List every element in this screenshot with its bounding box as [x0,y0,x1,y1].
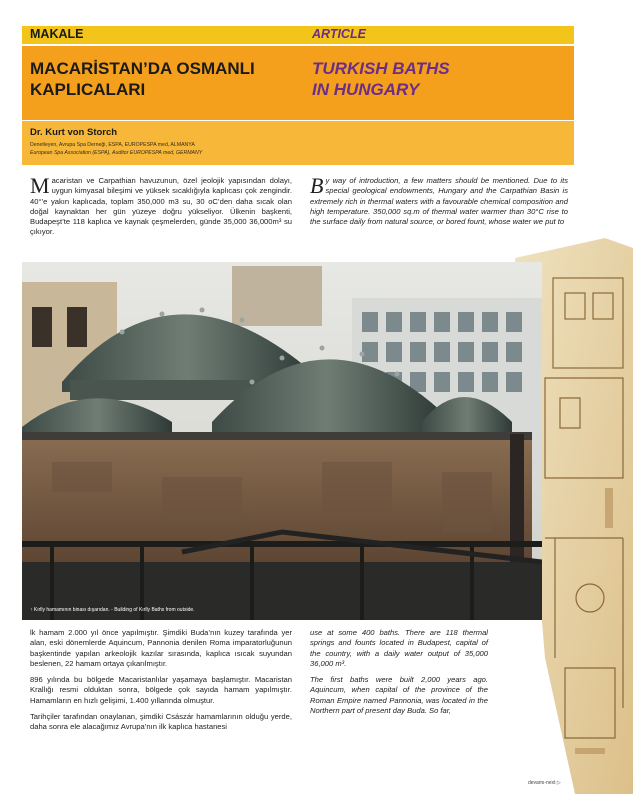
section-bar [22,26,574,44]
intro-column-tr [30,173,292,238]
body-en-paragraph: The first baths were built 2,000 years ago. Aquincum, when capital of the province of the Roman Empire named Pannonia, was located in the Northern part of present day Buda. So far, [310,675,488,716]
body-tr-paragraph: Tarihçiler tarafından onaylanan, şimdiki Császár hamamlarının olduğu yerde, daha sonra ele alacağımız Avrupa’nın ilk kaplıca hastanesi [30,712,292,732]
body-tr-paragraph: lk hamam 2.000 yıl önce yapılmıştır. Şimdiki Buda’nın kuzey tarafında yer alan, eski dönemlerde Aquincum, Pannonia denilen Roma imparatorluğunun başkentinde yapılan arkeolojik kazılar sırasında, kaplıca ısıcak suyundan beslenen, 22 hamam ortaya çıkarılmıştır. [30,628,292,668]
body-column-tr [30,628,292,739]
body-en-paragraph: use at some 400 baths. There are 118 thermal springs and founts located in Budapest, capital of the country, with a daily water output of 35,000 36,000 m³. [310,628,488,668]
title-tr-line1: MACARİSTAN’DA OSMANLI [30,59,255,78]
section-label-tr: MAKALE [30,27,84,41]
intro-column-en [310,173,568,227]
continued-label: devamı-next ▷ [528,780,561,786]
intro-text-en: y way of introduction, a few matters should be mentioned. Due to its special geological endowments, Hungary and the Carpathian Basin is extremely rich in thermal waters with a favourable chemical composition and high temperature. 350,000 sq.m of thermal water warmer than 30°C rise to the surface daily from natural source, or bored fount, whose water we put to [310,176,568,227]
kiraly-baths-photo [22,262,542,620]
title-en-line2: IN HUNGARY [312,80,420,99]
title-bar [22,46,574,120]
photo-caption: ↑ Kırlly hamamının binası dışarıdan. - Building of Kırlly Baths from outside. [30,607,195,613]
title-tr [30,58,300,100]
author-name: Dr. Kurt von Storch [30,127,118,138]
dropcap-en: B [310,173,324,198]
author-affiliation-en: European Spa Association (ESPA), Auditor EUROPESPA med, GERMANY [30,150,203,156]
body-column-en [310,628,488,722]
author-affiliation-tr: Denetleyen, Avrupa Spa Derneği, ESPA, EUROPESPA med, ALMANYA [30,142,195,148]
title-en-line1: TURKISH BATHS [312,59,450,78]
title-en [312,58,562,100]
body-tr-paragraph: 896 yılında bu bölgede Macaristanlılar yaşamaya başlamıştır. Macaristan Krallığı resmi olduktan sonra, bölgede çok sayıda hamam yapılmıştır. Hamamların en hızlı gelişimi, 1.400 yıllarında olmuştur. [30,675,292,705]
author-bar [22,121,574,165]
dropcap-tr: M [30,173,50,198]
title-tr-line2: KAPLICALARI [30,80,146,99]
section-label-en: ARTICLE [312,27,366,41]
intro-text-tr: acaristan ve Carpathian havuzunun, özel jeolojik yapısından dolayı, uygun kimyasal bileşimi ve yüksek sıcaklığıyla kaplıcası çok zengindir. 40°’e yakın kaplıcada, toplam 350,000 m3 su, 30 oC’den daha sıcak olan doğal kaynaktan her gün yüzeye doğru yükseliyor. Ülkenin başkenti, Budapeşt’te 118 kaplıca ve kaynak çeşmelerden, günde 35,000 36,000m³ su çıkıyor. [30,176,292,237]
